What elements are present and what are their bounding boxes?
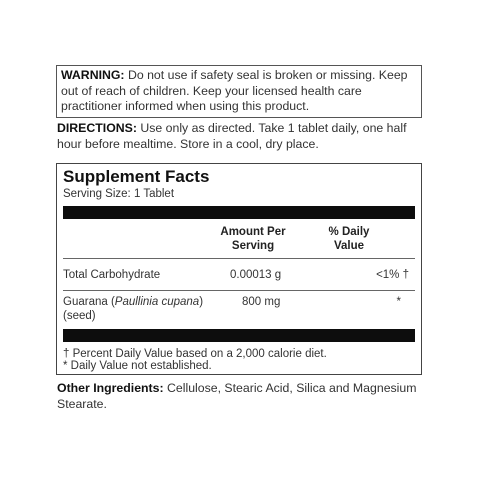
ingredient-name-post: ) (seed): [63, 296, 204, 322]
other-ingredients-label: Other Ingredients:: [57, 381, 164, 395]
serving-size: Serving Size: 1 Tablet: [63, 188, 175, 200]
amount-per-serving-header: [212, 225, 294, 253]
footnote-dv-not-established: * Daily Value not established.: [63, 360, 212, 372]
other-ingredients: [57, 381, 427, 412]
ingredient-name-pre: Guarana (: [63, 296, 115, 308]
dv-header-line2: Value: [333, 240, 365, 252]
top-divider-bar: [63, 206, 415, 219]
bottom-divider-bar: [63, 329, 415, 342]
nutrient-daily-value: <1% †: [376, 269, 409, 281]
ingredient-daily-value: *: [396, 296, 401, 308]
amount-header-line1: Amount Per: [220, 226, 286, 238]
directions-label: DIRECTIONS:: [57, 121, 137, 135]
warning-label: WARNING:: [61, 68, 125, 82]
ingredient-latin-name: Paullinia cupana: [114, 296, 200, 308]
row-divider: [63, 258, 415, 259]
footnote-percent-dv: † Percent Daily Value based on a 2,000 calorie diet.: [63, 348, 327, 360]
row-divider: [63, 290, 415, 291]
dv-header-line1: % Daily: [328, 226, 370, 238]
other-ingredients-text: Cellulose, Stearic Acid, Silica and Magnesium Stearate.: [57, 381, 417, 411]
ingredient-amount: 800 mg: [242, 296, 281, 308]
directions-text: Use only as directed. Take 1 tablet daily, one half hour before mealtime. Store in a cool, dry place.: [57, 121, 407, 151]
supplement-facts-title: Supplement Facts: [63, 167, 210, 186]
amount-header-line2: Serving: [231, 240, 275, 252]
warning-text: Do not use if safety seal is broken or missing. Keep out of reach of children. Keep your licensed health care practitioner informed when using this product.: [61, 68, 408, 113]
directions: [57, 121, 427, 152]
daily-value-header: [319, 225, 379, 253]
nutrient-amount: 0.00013 g: [230, 269, 282, 281]
supplement-facts-panel: [56, 163, 422, 375]
nutrient-name: Total Carbohydrate: [63, 269, 161, 281]
ingredient-name: [63, 295, 223, 323]
warning-box: [56, 65, 422, 118]
